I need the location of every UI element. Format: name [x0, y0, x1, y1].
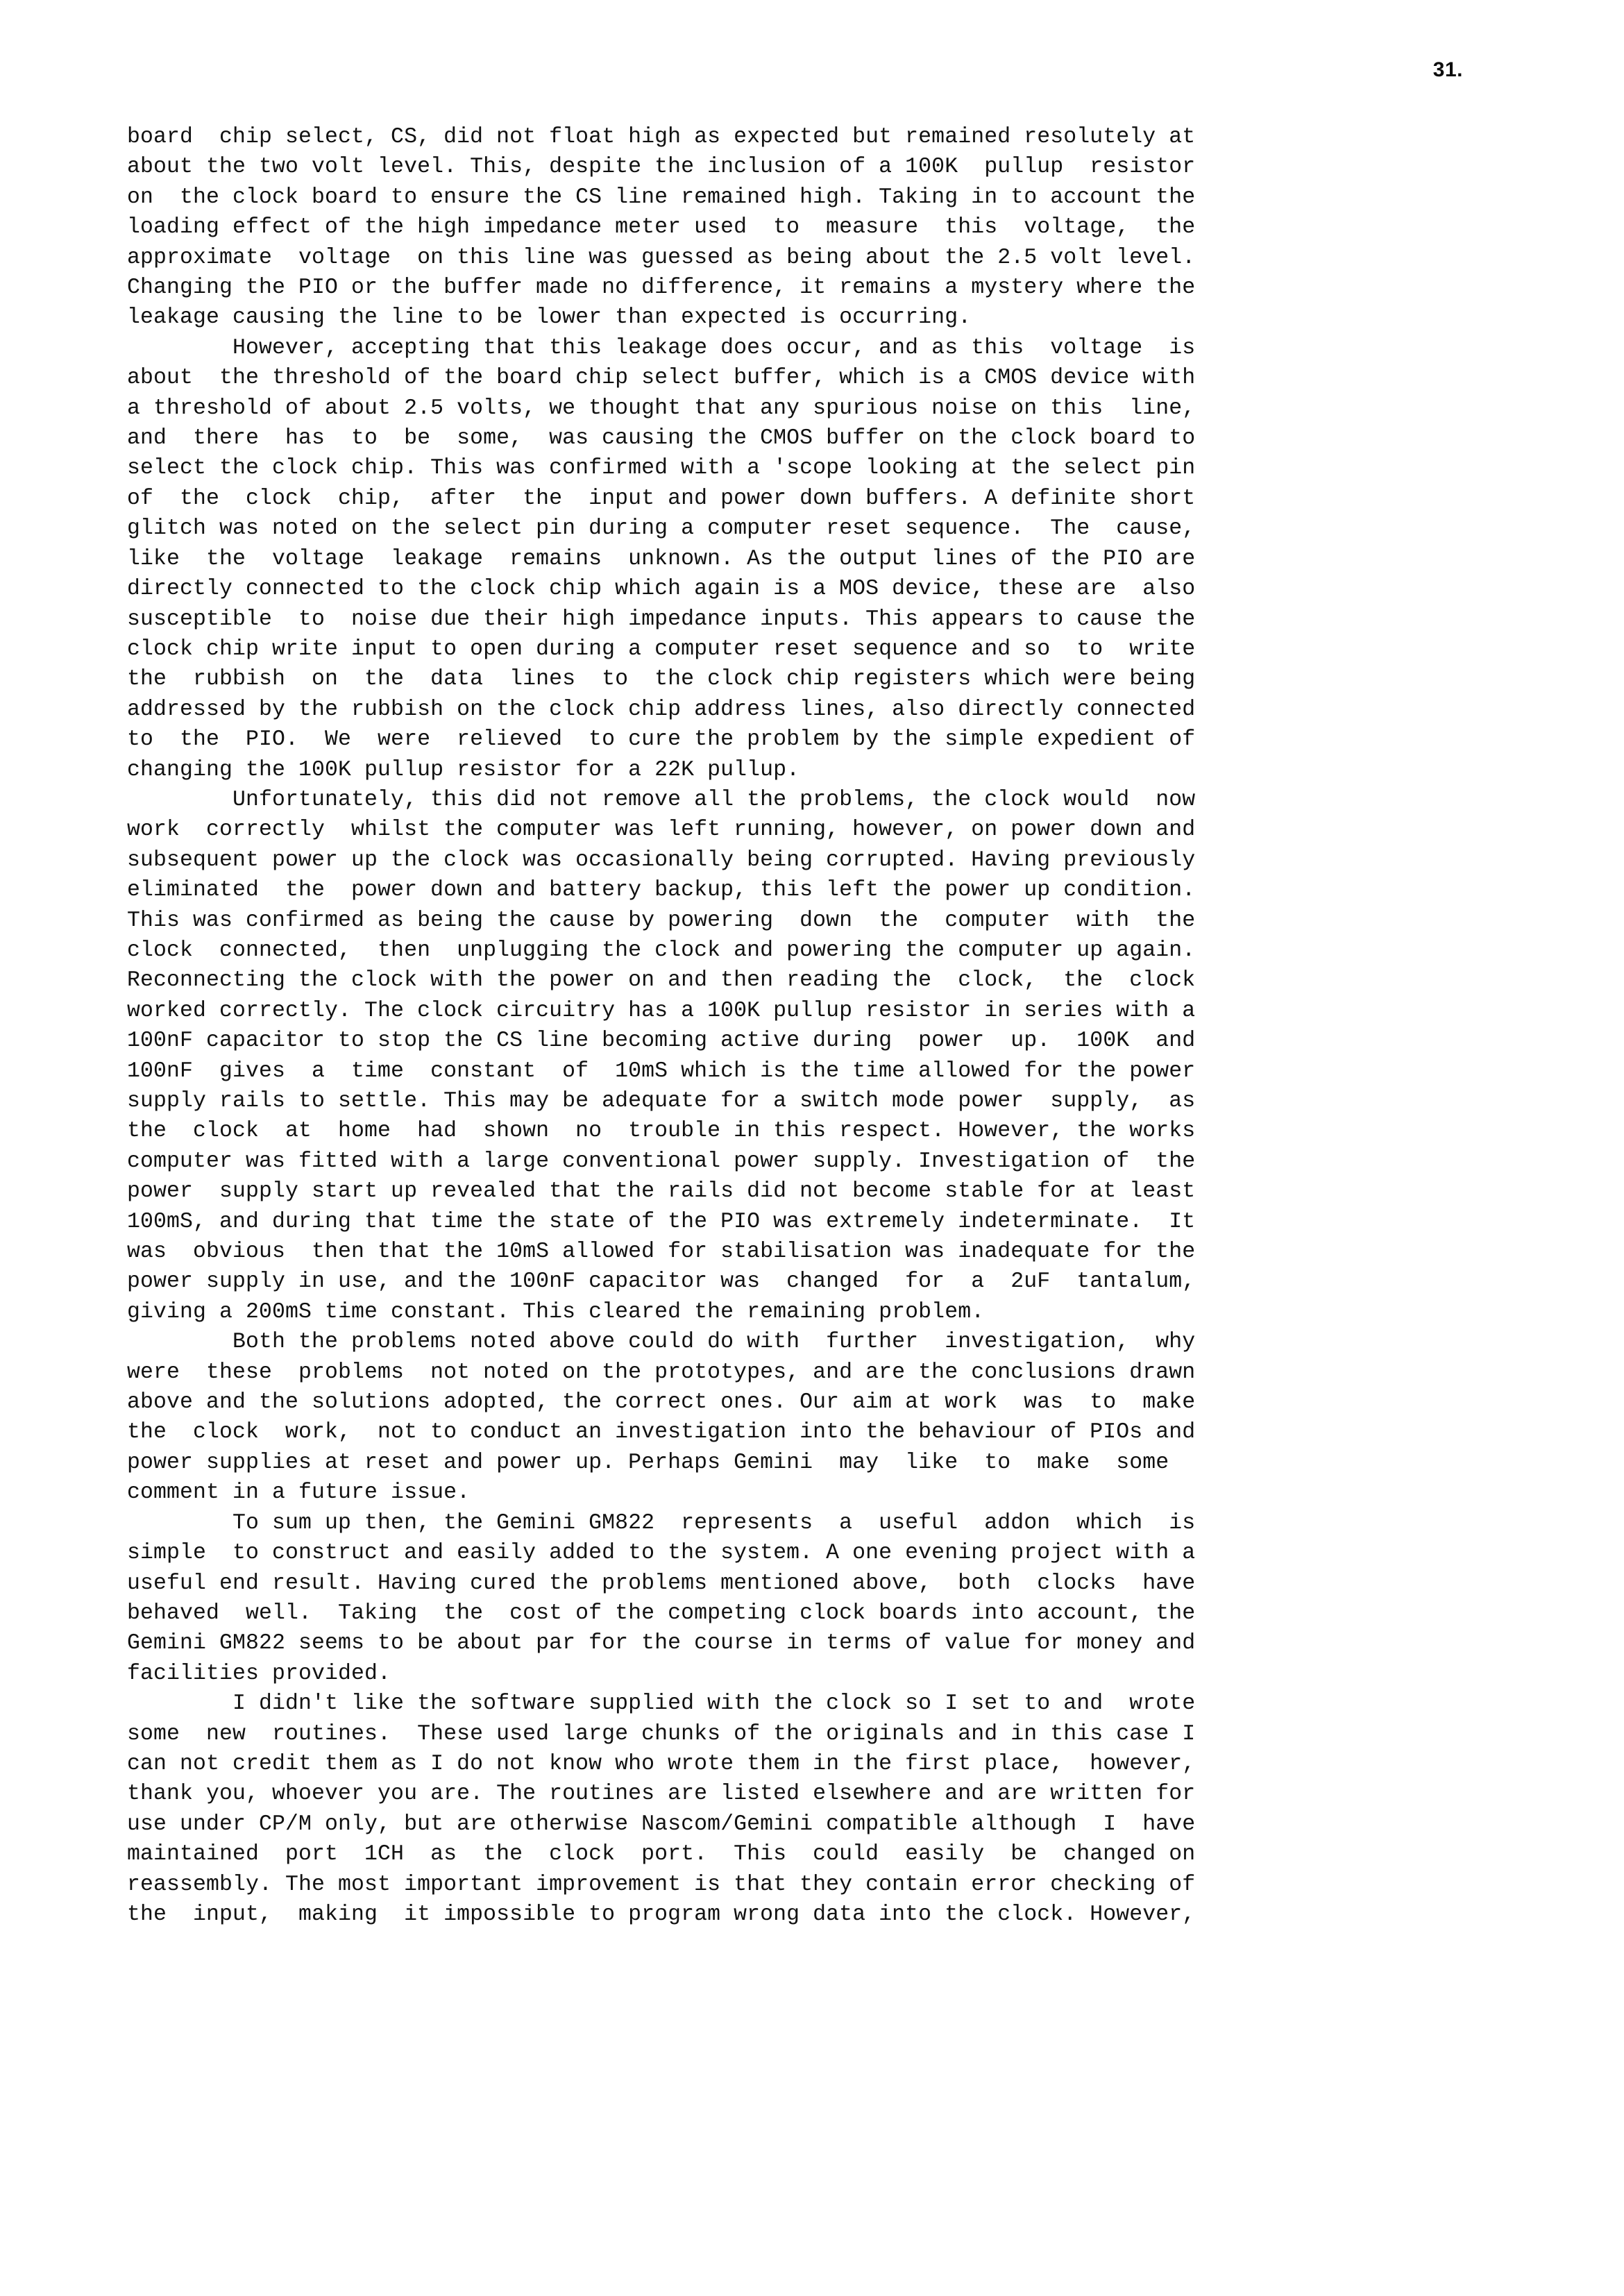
- text-line: susceptible to noise due their high impedance inputs. This appears to cause the: [127, 607, 1196, 632]
- text-line: This was confirmed as being the cause by powering down the computer with the: [127, 908, 1196, 933]
- text-line: Both the problems noted above could do with further investigation, why: [127, 1330, 1196, 1355]
- text-line: use under CP/M only, but are otherwise Nascom/Gemini compatible although I have: [127, 1812, 1196, 1837]
- text-line: computer was fitted with a large conventional power supply. Investigation of the: [127, 1149, 1196, 1174]
- text-line: maintained port 1CH as the clock port. This could easily be changed on: [127, 1842, 1196, 1867]
- text-line: worked correctly. The clock circuitry has a 100K pullup resistor in series with a: [127, 998, 1196, 1023]
- text-line: the clock at home had shown no trouble in this respect. However, the works: [127, 1119, 1196, 1144]
- text-line: the rubbish on the data lines to the clock chip registers which were being: [127, 667, 1196, 692]
- text-line: eliminated the power down and battery backup, this left the power up condition.: [127, 878, 1196, 903]
- text-line: like the voltage leakage remains unknown. As the output lines of the PIO are: [127, 546, 1196, 571]
- text-line: select the clock chip. This was confirmed with a 'scope looking at the select pin: [127, 456, 1196, 481]
- text-line: directly connected to the clock chip which again is a MOS device, these are also: [127, 577, 1196, 602]
- text-line: 100nF capacitor to stop the CS line becoming active during power up. 100K and: [127, 1029, 1196, 1054]
- text-line: of the clock chip, after the input and power down buffers. A definite short: [127, 486, 1196, 511]
- text-line: power supply in use, and the 100nF capacitor was changed for a 2uF tantalum,: [127, 1269, 1196, 1294]
- text-line: power supplies at reset and power up. Perhaps Gemini may like to make some: [127, 1450, 1169, 1475]
- text-line: reassembly. The most important improvement is that they contain error checking of: [127, 1872, 1196, 1897]
- text-line: Reconnecting the clock with the power on and then reading the clock, the clock: [127, 968, 1196, 993]
- text-line: changing the 100K pullup resistor for a 22K pullup.: [127, 757, 800, 782]
- text-line: thank you, whoever you are. The routines are listed elsewhere and are written for: [127, 1782, 1196, 1807]
- text-line: subsequent power up the clock was occasionally being corrupted. Having previously: [127, 847, 1196, 872]
- text-line: to the PIO. We were relieved to cure the problem by the simple expedient of: [127, 727, 1196, 752]
- text-line: were these problems not noted on the prototypes, and are the conclusions drawn: [127, 1360, 1196, 1385]
- text-line: on the clock board to ensure the CS line remained high. Taking in to account the: [127, 185, 1196, 210]
- text-line: leakage causing the line to be lower than expected is occurring.: [127, 305, 972, 330]
- text-line: about the threshold of the board chip select buffer, which is a CMOS device with: [127, 366, 1196, 391]
- text-line: approximate voltage on this line was guessed as being about the 2.5 volt level.: [127, 245, 1196, 270]
- text-line: I didn't like the software supplied with the clock so I set to and wrote: [127, 1691, 1196, 1716]
- text-line: useful end result. Having cured the problems mentioned above, both clocks have: [127, 1571, 1196, 1596]
- text-line: clock connected, then unplugging the clock and powering the computer up again.: [127, 938, 1196, 963]
- text-line: giving a 200mS time constant. This cleared the remaining problem.: [127, 1299, 985, 1324]
- text-line: about the two volt level. This, despite the inclusion of a 100K pullup resistor: [127, 155, 1196, 180]
- text-line: glitch was noted on the select pin during a computer reset sequence. The cause,: [127, 516, 1196, 541]
- text-line: can not credit them as I do not know who wrote them in the first place, however,: [127, 1751, 1196, 1776]
- text-line: the clock work, not to conduct an investigation into the behaviour of PIOs and: [127, 1420, 1196, 1445]
- text-line: some new routines. These used large chunks of the originals and in this case I: [127, 1721, 1196, 1746]
- text-line: simple to construct and easily added to the system. A one evening project with a: [127, 1541, 1196, 1566]
- text-line: 100nF gives a time constant of 10mS which is the time allowed for the power: [127, 1058, 1196, 1083]
- text-line: loading effect of the high impedance meter used to measure this voltage, the: [127, 215, 1196, 240]
- text-line: and there has to be some, was causing the CMOS buffer on the clock board to: [127, 426, 1196, 451]
- text-line: was obvious then that the 10mS allowed for stabilisation was inadequate for the: [127, 1240, 1196, 1265]
- text-line: clock chip write input to open during a computer reset sequence and so to write: [127, 636, 1196, 661]
- page-number: 31.: [1432, 58, 1463, 81]
- text-line: Unfortunately, this did not remove all the problems, the clock would now: [127, 787, 1196, 812]
- text-line: comment in a future issue.: [127, 1480, 471, 1505]
- text-line: work correctly whilst the computer was left running, however, on power down and: [127, 818, 1196, 843]
- text-line: a threshold of about 2.5 volts, we thought that any spurious noise on this line,: [127, 396, 1196, 421]
- text-line: addressed by the rubbish on the clock chip address lines, also directly connected: [127, 697, 1196, 722]
- text-line: facilities provided.: [127, 1661, 391, 1686]
- text-line: above and the solutions adopted, the correct ones. Our aim at work was to make: [127, 1390, 1196, 1415]
- text-line: Gemini GM822 seems to be about par for the course in terms of value for money and: [127, 1631, 1196, 1656]
- text-line: board chip select, CS, did not float high as expected but remained resolutely at: [127, 125, 1196, 149]
- text-line: power supply start up revealed that the rails did not become stable for at least: [127, 1179, 1196, 1204]
- body-text-block: [127, 122, 1463, 1930]
- text-line: supply rails to settle. This may be adequate for a switch mode power supply, as: [127, 1089, 1196, 1113]
- text-line: 100mS, and during that time the state of the PIO was extremely indeterminate. It: [127, 1209, 1196, 1234]
- text-line: behaved well. Taking the cost of the competing clock boards into account, the: [127, 1601, 1196, 1626]
- text-line: Changing the PIO or the buffer made no difference, it remains a mystery where the: [127, 276, 1196, 301]
- text-line: the input, making it impossible to program wrong data into the clock. However,: [127, 1902, 1196, 1927]
- text-line: However, accepting that this leakage does occur, and as this voltage is: [127, 335, 1196, 360]
- text-line: To sum up then, the Gemini GM822 represents a useful addon which is: [127, 1510, 1196, 1535]
